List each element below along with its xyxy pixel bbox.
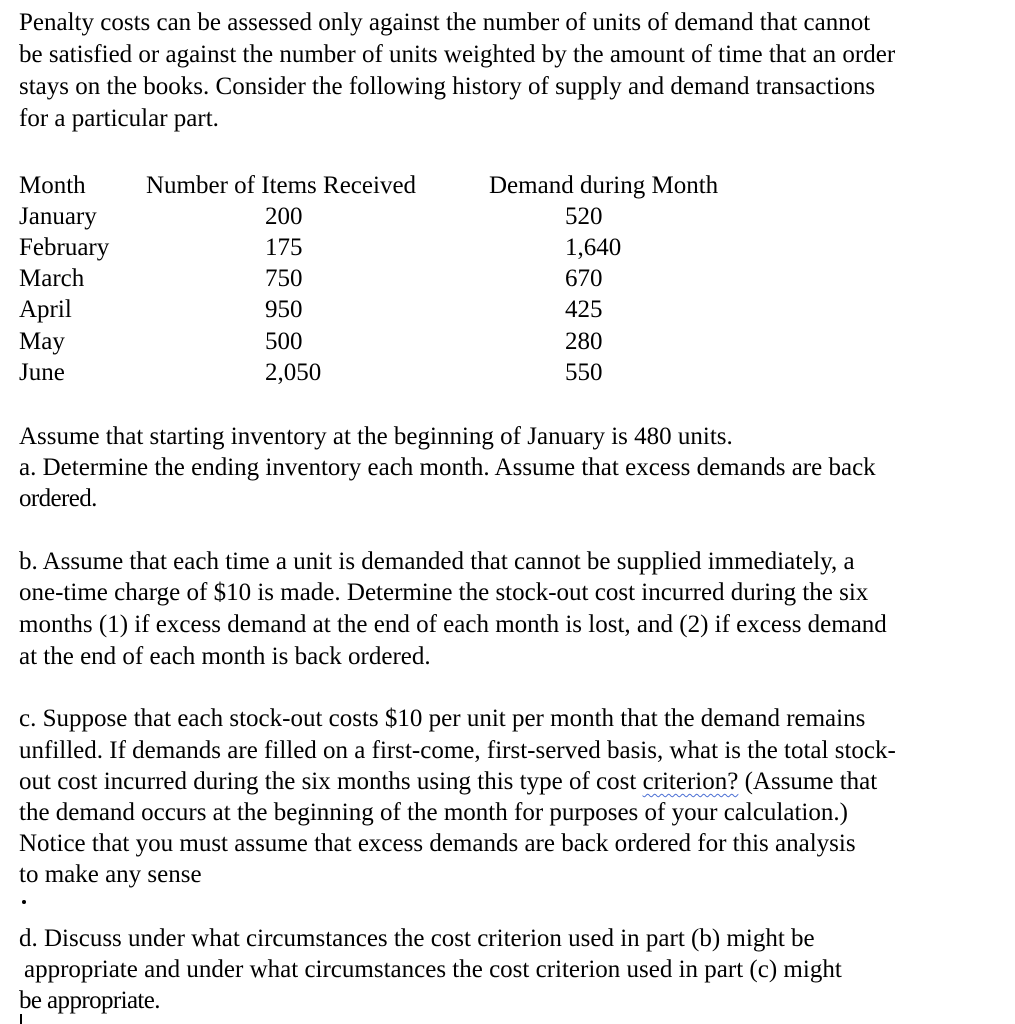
row-demand: 280 — [565, 328, 603, 355]
part-c-line-4: the demand occurs at the beginning of the month for purposes of your calculation.) — [19, 799, 848, 826]
intro-line-2: be satisfied or against the number of units weighted by the amount of time that an order — [19, 41, 896, 68]
row-month: April — [19, 296, 72, 323]
intro-line-4: for a particular part. — [19, 105, 219, 132]
row-month: January — [19, 203, 97, 230]
row-demand: 425 — [565, 296, 603, 323]
bullet-dot — [22, 900, 26, 904]
part-c-line-5: Notice that you must assume that excess demands are back ordered for this analysis — [19, 830, 856, 857]
intro-line-1: Penalty costs can be assessed only against the number of units of demand that cannot — [19, 9, 871, 36]
part-c-line-6: to make any sense — [19, 861, 202, 888]
spellcheck-flagged-word[interactable]: criterion? — [642, 768, 739, 795]
row-month: June — [19, 359, 65, 386]
part-a-line-1: a. Determine the ending inventory each month. Assume that excess demands are back — [19, 454, 876, 481]
row-demand: 550 — [565, 359, 603, 386]
part-d-line-2: appropriate and under what circumstances the cost criterion used in part (c) might — [24, 956, 842, 983]
part-c-line-1: c. Suppose that each stock-out costs $10 per unit per month that the demand remains — [19, 705, 866, 732]
part-c-line-3-end: (Assume that — [738, 768, 878, 795]
intro-line-3: stays on the books. Consider the following history of supply and demand transactions — [19, 73, 876, 100]
row-demand: 520 — [565, 203, 603, 230]
text-cursor — [20, 1014, 22, 1024]
row-received: 750 — [265, 265, 303, 292]
part-c-line-3 — [19, 766, 877, 797]
part-d-line-3: be appropriate. — [19, 987, 160, 1014]
part-b-line-3: months (1) if excess demand at the end of each month is lost, and (2) if excess demand — [19, 611, 887, 638]
part-b-line-2: one-time charge of $10 is made. Determine the stock-out cost incurred during the six — [19, 579, 869, 606]
header-received: Number of Items Received — [146, 172, 417, 199]
row-received: 950 — [265, 296, 303, 323]
header-demand: Demand during Month — [489, 172, 719, 199]
row-received: 200 — [265, 203, 303, 230]
part-c-line-2: unfilled. If demands are filled on a first-come, first-served basis, what is the total stock- — [19, 737, 896, 764]
row-month: March — [19, 265, 85, 292]
row-received: 500 — [265, 328, 303, 355]
row-month: May — [19, 328, 65, 355]
header-month: Month — [19, 172, 86, 199]
part-b-line-1: b. Assume that each time a unit is demanded that cannot be supplied immediately, a — [19, 548, 855, 575]
row-demand: 1,640 — [565, 234, 622, 261]
part-b-line-4: at the end of each month is back ordered. — [19, 643, 431, 670]
row-received: 175 — [265, 234, 303, 261]
row-demand: 670 — [565, 265, 603, 292]
assumption-text: Assume that starting inventory at the beginning of January is 480 units. — [19, 423, 733, 450]
part-c-line-3-start: out cost incurred during the six months using this type of cost — [19, 768, 643, 795]
row-month: February — [19, 234, 110, 261]
part-d-line-1: d. Discuss under what circumstances the cost criterion used in part (b) might be — [19, 925, 815, 952]
row-received: 2,050 — [265, 359, 322, 386]
part-a-line-2: ordered. — [19, 485, 97, 512]
